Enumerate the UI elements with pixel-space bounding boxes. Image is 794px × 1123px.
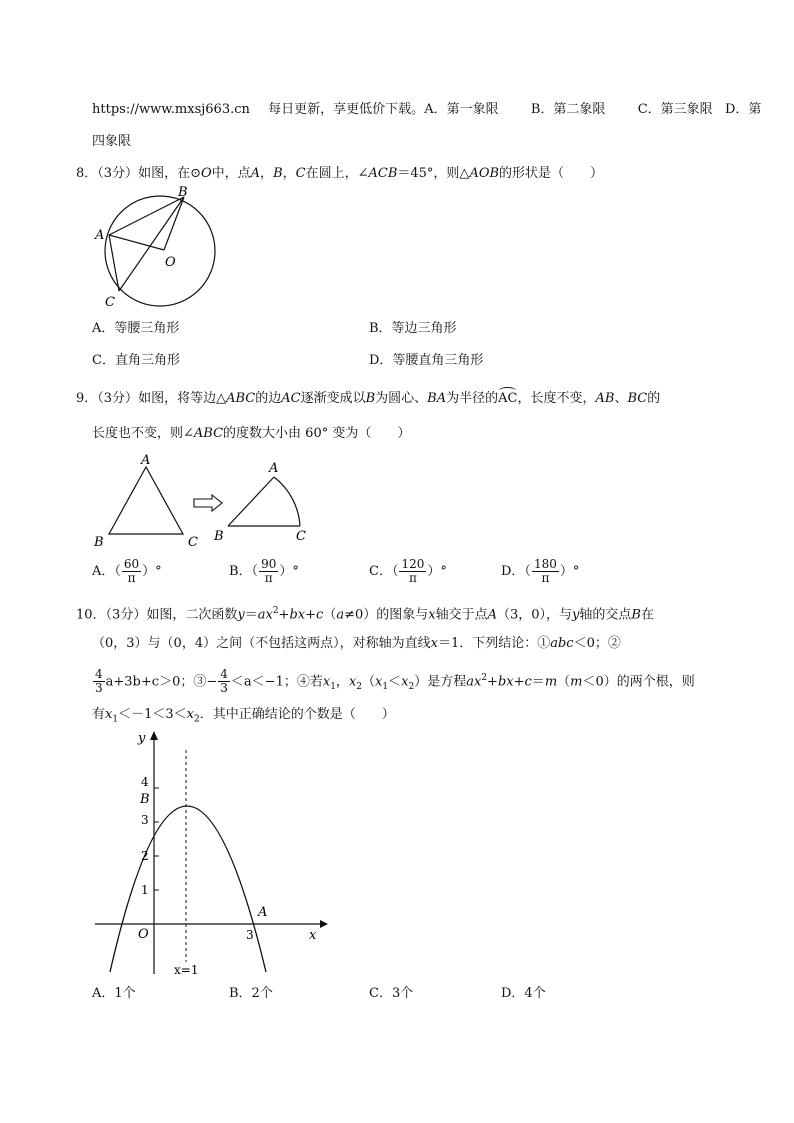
q10-text: ．其中正确结论的个数是（ ）	[199, 707, 395, 722]
q10-var: x	[186, 707, 194, 722]
question-10-line-3	[92, 665, 695, 700]
fraction	[122, 558, 141, 585]
q10-var: c	[316, 607, 324, 623]
question-number: 10．	[76, 607, 106, 623]
q10-text: ≠0）的图象与	[344, 607, 429, 623]
question-score: （3分）	[105, 607, 147, 623]
q10-var: x	[348, 674, 357, 690]
q10-text: 有	[92, 707, 106, 722]
q10-var: B	[631, 607, 641, 623]
q10-option-d[interactable]: D．4个	[501, 986, 546, 1001]
q10-text: （	[323, 607, 337, 623]
q10-text: （	[362, 674, 376, 690]
header-line	[92, 102, 761, 118]
tri-label-a: A	[141, 453, 151, 468]
q9-text: 的度数大小由 60° 变为（ ）	[223, 426, 411, 441]
q10-text: ＜−1；④若	[251, 674, 323, 690]
header-opt-d: D．第	[724, 102, 762, 117]
x-axis-label: x	[309, 928, 317, 943]
q10-text: （3，0），与	[497, 607, 573, 623]
y-axis-label: y	[138, 731, 146, 746]
q9-var: B	[365, 391, 376, 406]
symmetry-axis-label: x=1	[174, 963, 199, 977]
q10-sup: 2	[481, 673, 488, 683]
denominator: 3	[95, 681, 103, 696]
q10-text: 轴交于点	[435, 607, 488, 623]
denominator: π	[264, 571, 273, 585]
question-number: 8．	[76, 166, 98, 181]
q10-var: x	[322, 674, 331, 690]
q10-text: 在	[640, 607, 654, 623]
fraction	[532, 558, 559, 585]
q8-text: ＝45°，则△	[397, 166, 470, 181]
q10-sub: 1	[330, 681, 336, 692]
numerator: 4	[220, 667, 228, 682]
q10-sub: 2	[408, 681, 415, 692]
denominator: π	[127, 571, 136, 585]
question-9-line-2	[92, 426, 410, 442]
q9-text: 长度也不变，则∠	[92, 426, 194, 441]
q10-text: ）是方程	[414, 674, 467, 690]
fraction	[399, 558, 426, 585]
q10-var: x	[375, 674, 383, 690]
q9-var: AC	[498, 391, 518, 406]
option-tail: ）°	[279, 564, 299, 579]
q10-var: a	[336, 607, 345, 623]
option-label: D．（	[501, 564, 531, 579]
q10-text: ＞0；③	[159, 674, 207, 690]
q10-var: ax	[466, 674, 482, 690]
q9-option-a[interactable]	[92, 558, 162, 585]
header-slogan: 每日更新，享更低价下载。	[268, 102, 425, 117]
tri-label-b: B	[94, 535, 104, 550]
segment-ab	[109, 197, 184, 235]
header-opt-a: A．第一象限	[424, 102, 499, 117]
q10-sup: 2	[272, 606, 279, 616]
q8-text: 中，点	[211, 166, 251, 181]
q10-option-c[interactable]: C．3个	[369, 986, 414, 1001]
option-tail: ）°	[427, 564, 447, 579]
q9-var: AB	[595, 391, 615, 406]
q8-text: 的形状是（ ）	[499, 166, 604, 181]
q10-var: m	[570, 674, 583, 690]
q10-text: +	[278, 607, 290, 623]
q10-text: +	[487, 674, 498, 690]
q10-var: x	[401, 674, 409, 690]
q10-var: x	[428, 607, 436, 623]
q10-text: −	[206, 674, 218, 690]
q9-text: 为半径的	[446, 391, 499, 406]
fraction-4-3	[218, 668, 230, 695]
question-8	[76, 166, 603, 182]
sector-label-c: C	[296, 529, 306, 544]
q10-text: （0，3）与（0，4）之间（不包括这两点），对称轴为直线	[92, 636, 431, 651]
sector-label-b: B	[214, 529, 224, 544]
q10-sub: 1	[382, 681, 389, 692]
q9-text: 的边	[255, 391, 282, 406]
option-tail: ）°	[559, 564, 580, 579]
label-b: B	[178, 185, 188, 200]
q10-var: bx	[289, 607, 306, 623]
option-label: B．（	[229, 564, 259, 579]
question-10-line-2	[92, 636, 621, 652]
label-a: A	[95, 228, 105, 243]
q8-circle-figure	[90, 185, 230, 315]
q10-var: x	[430, 636, 438, 651]
fraction	[259, 558, 278, 585]
q9-text: ，长度不变，	[517, 391, 596, 406]
q8-text: 在圆上，∠	[305, 166, 369, 181]
origin-label: O	[138, 927, 149, 942]
q10-text: 如图，二次函数	[146, 607, 238, 623]
parabola-curve	[110, 806, 266, 972]
q10-var: x	[105, 707, 113, 722]
q9-var: BA	[427, 391, 447, 406]
q10-text: ＜0；②	[573, 636, 621, 651]
point-a-label: A	[258, 905, 268, 920]
q10-text: ＜0）的两个根，则	[582, 674, 695, 690]
equilateral-triangle	[109, 467, 183, 534]
q9-text: 、	[614, 391, 628, 406]
q10-text: 轴的交点	[579, 607, 632, 623]
sector-arc	[274, 477, 300, 526]
q10-var: A	[487, 607, 497, 623]
question-score: （3分）	[97, 391, 139, 406]
q10-sub: 2	[356, 681, 363, 692]
q10-text: ＝1．下列结论：①	[437, 636, 551, 651]
q9-var: BC	[627, 391, 648, 406]
sector-label-a: A	[269, 461, 279, 476]
transform-arrow-icon	[194, 495, 222, 511]
q9-var: ABC	[193, 426, 224, 441]
label-c: C	[105, 295, 115, 310]
question-9	[76, 391, 660, 407]
header-opt-b: B．第二象限	[530, 102, 606, 117]
numerator: 90	[261, 557, 277, 571]
denominator: 3	[220, 681, 228, 696]
arc-ac	[498, 391, 517, 407]
q10-text: ，	[335, 674, 349, 690]
denominator: π	[541, 571, 550, 585]
option-label: C．（	[369, 564, 399, 579]
numerator: 120	[401, 557, 425, 571]
q10-text: （	[557, 674, 571, 690]
q10-var: m	[544, 674, 558, 690]
q9-text: 为圆心、	[375, 391, 428, 406]
q9-var: ABC	[226, 391, 256, 406]
q10-var: ax	[257, 607, 273, 623]
denominator: π	[408, 571, 417, 585]
q9-var: AC	[281, 391, 301, 406]
q8-text: ，	[260, 166, 274, 181]
point-b-label: B	[140, 792, 150, 807]
label-o: O	[165, 255, 176, 270]
q8-text: 如图，在⊙	[138, 166, 201, 181]
q10-var: c	[524, 674, 532, 690]
q10-var: y	[572, 607, 580, 623]
numerator: 60	[123, 557, 140, 571]
q8-var: O	[200, 166, 212, 181]
q10-sub: 2	[193, 714, 200, 725]
fraction-4-3	[93, 668, 105, 695]
segment-bc	[119, 197, 184, 291]
y-tick-label-1: 1	[141, 883, 149, 897]
q10-text: ＝	[244, 607, 258, 623]
q8-option-d[interactable]: D．等腰直角三角形	[369, 353, 484, 368]
y-tick-label-4: 4	[141, 775, 149, 789]
q9-text: 逐渐变成以	[300, 391, 366, 406]
y-tick-label-2: 2	[141, 849, 149, 863]
q8-var: A	[250, 166, 261, 181]
q8-var: ACB	[368, 166, 398, 181]
option-tail: ）°	[142, 564, 162, 579]
q10-text: a	[243, 674, 252, 690]
question-10	[76, 603, 654, 623]
q9-option-b[interactable]	[229, 558, 299, 585]
q9-text: 如图，将等边△	[138, 391, 227, 406]
q10-sub: 1	[112, 714, 119, 725]
q10-var: bx	[497, 674, 514, 690]
q8-var: AOB	[469, 166, 500, 181]
question-10-line-4	[92, 707, 395, 728]
circle	[105, 196, 215, 306]
header-opt-d-cont: 四象限	[92, 134, 132, 149]
q10-text: ＜	[230, 674, 244, 690]
q10-text: ＜	[388, 674, 402, 690]
question-score: （3分）	[97, 166, 139, 181]
q10-parabola-graph	[90, 728, 330, 980]
x-axis-arrow-icon	[320, 920, 328, 928]
y-axis-arrow-icon	[150, 731, 158, 740]
q10-var: y	[237, 607, 245, 623]
header-url: https://www.mxsj663.cn	[92, 102, 250, 117]
q9-text: 的	[647, 391, 661, 406]
q8-option-b[interactable]: B．等边三角形	[369, 321, 457, 336]
q10-option-a[interactable]: A．1个	[92, 986, 136, 1001]
q10-var: abc	[550, 636, 574, 651]
option-label: A．（	[92, 564, 121, 579]
header-opt-c: C．第三象限	[637, 102, 713, 117]
q8-var: B	[273, 166, 283, 181]
y-tick-label-3: 3	[141, 813, 149, 827]
q10-text: +	[513, 674, 525, 690]
q8-var: C	[295, 166, 306, 181]
q9-option-d[interactable]	[501, 558, 579, 585]
question-number: 9．	[76, 391, 98, 406]
q8-option-c[interactable]: C．直角三角形	[92, 353, 180, 368]
q9-option-c[interactable]	[369, 558, 447, 585]
q10-option-b[interactable]: B．2个	[229, 986, 273, 1001]
tri-label-c: C	[188, 535, 198, 550]
numerator: 4	[95, 667, 103, 682]
q10-text: ＜－1＜3＜	[118, 707, 187, 722]
segment-ac	[109, 235, 119, 291]
q8-text: ，	[282, 166, 296, 181]
q10-text: a+3b+c	[105, 674, 160, 690]
numerator: 180	[533, 557, 557, 571]
q8-option-a[interactable]: A．等腰三角形	[92, 321, 180, 336]
q10-text: +	[305, 607, 317, 623]
x-tick-label-3: 3	[246, 928, 254, 942]
sector-ba	[228, 477, 274, 526]
q9-figure	[88, 450, 328, 552]
q10-text: ＝	[531, 674, 545, 690]
